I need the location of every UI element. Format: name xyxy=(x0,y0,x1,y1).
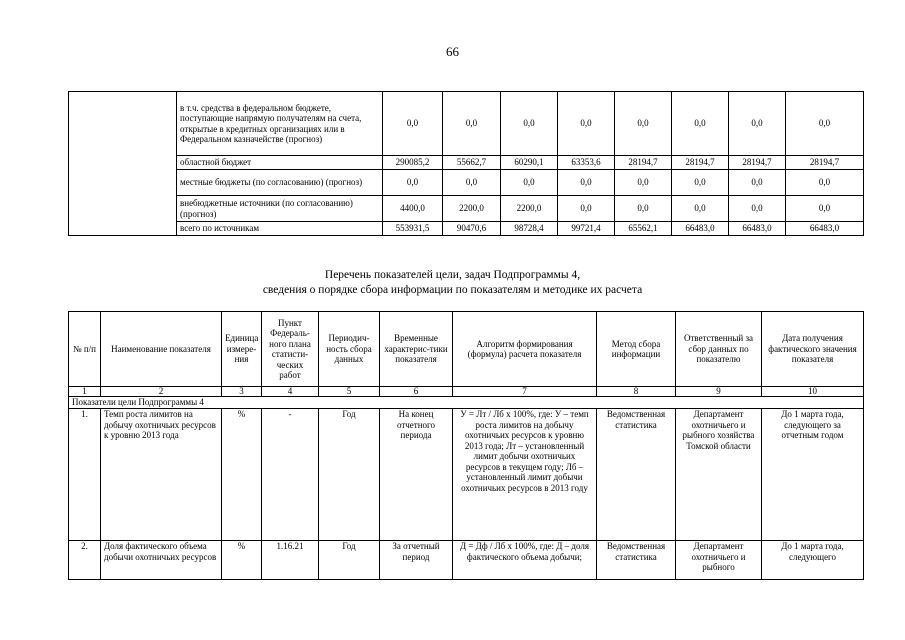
header-row xyxy=(69,312,864,387)
section-title: Показатели цели Подпрограммы 4 xyxy=(69,397,864,409)
finance-value: 0,0 xyxy=(615,170,672,196)
finance-value: 0,0 xyxy=(672,170,729,196)
header-cell: Пункт Федераль-ного плана статисти-ческих работ xyxy=(262,312,319,387)
finance-value: 28194,7 xyxy=(672,156,729,170)
column-number: 8 xyxy=(597,387,676,397)
finance-value: 0,0 xyxy=(786,92,864,156)
finance-value: 0,0 xyxy=(383,170,443,196)
header-cell: Метод сбора информации xyxy=(597,312,676,387)
row-number: 2. xyxy=(69,541,101,580)
column-number: 9 xyxy=(676,387,762,397)
finance-value: 0,0 xyxy=(558,92,615,156)
finance-value: 65562,1 xyxy=(615,222,672,236)
finance-value: 0,0 xyxy=(729,196,786,222)
collection-method: Ведомственная статистика xyxy=(597,541,676,580)
unit: % xyxy=(222,409,262,541)
column-number: 3 xyxy=(222,387,262,397)
finance-value: 66483,0 xyxy=(672,222,729,236)
collection-method: Ведомственная статистика xyxy=(597,409,676,541)
periodicity: Год xyxy=(319,541,380,580)
time-characteristic: За отчетный период xyxy=(380,541,453,580)
finance-row xyxy=(69,92,864,156)
heading-line-2: сведения о порядке сбора информации по показателям и методике их расчета xyxy=(262,284,643,296)
finance-row xyxy=(69,196,864,222)
finance-value: 0,0 xyxy=(501,92,558,156)
responsible: Департамент охотничьего и рыбного хозяйства Томской области xyxy=(676,409,762,541)
header-cell: Временные характерис-тики показателя xyxy=(380,312,453,387)
row-number: 1. xyxy=(69,409,101,541)
header-cell: № п/п xyxy=(69,312,101,387)
indicators-table xyxy=(68,311,864,580)
finance-value: 553931,5 xyxy=(383,222,443,236)
finance-value: 0,0 xyxy=(672,92,729,156)
indicator-name: Темп роста лимитов на добычу охотничьих ресурсов к уровню 2013 года xyxy=(101,409,222,541)
header-cell: Единица измере-ния xyxy=(222,312,262,387)
algorithm: У = Лт / Лб х 100%, где: У – темп роста лимитов на добычу охотничьих ресурсов к уровню 2013 года; Лт – установленный лимит добычи охотничьих ресурсов в текущем году; Лб – установленный лимит добычи охотничьих ресурсов в 2013 году xyxy=(453,409,597,541)
column-number: 1 xyxy=(69,387,101,397)
finance-value: 290085,2 xyxy=(383,156,443,170)
column-number-row xyxy=(69,387,864,397)
finance-value: 63353,6 xyxy=(558,156,615,170)
finance-blank-cell xyxy=(69,92,177,236)
column-number: 7 xyxy=(453,387,597,397)
column-number: 4 xyxy=(262,387,319,397)
column-number: 2 xyxy=(101,387,222,397)
finance-value: 0,0 xyxy=(615,196,672,222)
finance-value: 98728,4 xyxy=(501,222,558,236)
finance-value: 28194,7 xyxy=(615,156,672,170)
responsible: Департамент охотничьего и рыбного xyxy=(676,541,762,580)
fact-date: До 1 марта года, следующего xyxy=(762,541,864,580)
finance-value: 0,0 xyxy=(443,92,501,156)
header-cell: Алгоритм формирования (формула) расчета показателя xyxy=(453,312,597,387)
finance-row-label: местные бюджеты (по согласованию) (прогноз) xyxy=(177,170,383,196)
finance-value: 0,0 xyxy=(729,170,786,196)
finance-value: 2200,0 xyxy=(443,196,501,222)
finance-value: 0,0 xyxy=(383,92,443,156)
finance-value: 66483,0 xyxy=(786,222,864,236)
time-characteristic: На конец отчетного периода xyxy=(380,409,453,541)
heading-line-1: Перечень показателей цели, задач Подпрограммы 4, xyxy=(324,269,581,281)
finance-row-label: всего по источникам xyxy=(177,222,383,236)
finance-row-label: внебюджетные источники (по согласованию) (прогноз) xyxy=(177,196,383,222)
finance-value: 0,0 xyxy=(729,92,786,156)
finance-value: 28194,7 xyxy=(786,156,864,170)
unit: % xyxy=(222,541,262,580)
finance-value: 0,0 xyxy=(501,170,558,196)
finance-value: 90470,6 xyxy=(443,222,501,236)
plan-item: 1.16.21 xyxy=(262,541,319,580)
finance-value: 0,0 xyxy=(786,196,864,222)
table-row xyxy=(69,541,864,580)
column-number: 10 xyxy=(762,387,864,397)
periodicity: Год xyxy=(319,409,380,541)
plan-item: - xyxy=(262,409,319,541)
finance-value: 55662,7 xyxy=(443,156,501,170)
finance-table xyxy=(68,91,864,236)
section-row xyxy=(69,397,864,409)
finance-value: 0,0 xyxy=(615,92,672,156)
finance-row-label: областной бюджет xyxy=(177,156,383,170)
finance-value: 0,0 xyxy=(786,170,864,196)
finance-value: 60290,1 xyxy=(501,156,558,170)
page-number: 66 xyxy=(446,44,459,59)
header-cell: Наименование показателя xyxy=(101,312,222,387)
header-cell: Дата получения фактического значения показателя xyxy=(762,312,864,387)
fact-date: До 1 марта года, следующего за отчетным годом xyxy=(762,409,864,541)
finance-value: 0,0 xyxy=(558,170,615,196)
finance-value: 2200,0 xyxy=(501,196,558,222)
finance-value: 0,0 xyxy=(672,196,729,222)
section-heading xyxy=(0,268,905,298)
indicator-name: Доля фактического объема добычи охотничьих ресурсов xyxy=(101,541,222,580)
finance-value: 0,0 xyxy=(443,170,501,196)
column-number: 5 xyxy=(319,387,380,397)
table-row xyxy=(69,409,864,541)
finance-value: 28194,7 xyxy=(729,156,786,170)
algorithm: Д = Дф / Лб х 100%, где: Д – доля фактического объема добычи; xyxy=(453,541,597,580)
finance-value: 4400,0 xyxy=(383,196,443,222)
column-number: 6 xyxy=(380,387,453,397)
finance-value: 0,0 xyxy=(558,196,615,222)
header-cell: Ответственный за сбор данных по показателю xyxy=(676,312,762,387)
finance-row xyxy=(69,170,864,196)
finance-value: 99721,4 xyxy=(558,222,615,236)
finance-row xyxy=(69,156,864,170)
finance-value: 66483,0 xyxy=(729,222,786,236)
header-cell: Периодич-ность сбора данных xyxy=(319,312,380,387)
finance-row-label: в т.ч. средства в федеральном бюджете, поступающие напрямую получателям на счета, открытые в кредитных организациях или в Федеральном казначействе (прогноз) xyxy=(177,92,383,156)
finance-row xyxy=(69,222,864,236)
